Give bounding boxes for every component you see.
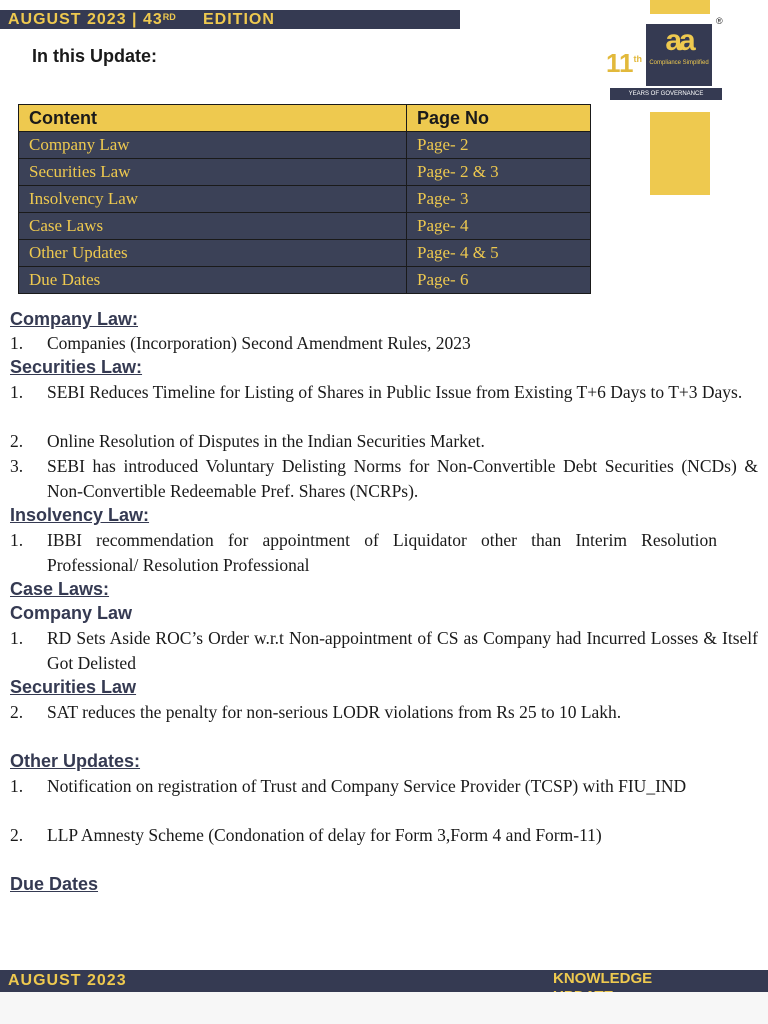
row-content: Insolvency Law — [19, 186, 407, 213]
item-text: Notification on registration of Trust and Company Service Provider (TCSP) with FIU_IND — [47, 776, 687, 796]
list-item — [10, 429, 758, 454]
item-number: 2. — [10, 431, 24, 451]
heading-due-dates: Due Dates — [10, 874, 99, 894]
logo-aa-text: aa — [665, 24, 693, 57]
logo-mark — [646, 24, 712, 86]
list-item — [10, 528, 758, 577]
item-number: 1. — [10, 628, 24, 648]
item-text: Online Resolution of Disputes in the Indian Securities Market. — [47, 431, 485, 451]
row-page: Page- 2 — [407, 132, 591, 159]
item-number: 1. — [10, 776, 24, 796]
footer-bar — [0, 970, 768, 992]
row-content: Case Laws — [19, 213, 407, 240]
logo-years-number: 11th — [606, 48, 642, 78]
edition-banner — [0, 10, 460, 29]
list-item — [10, 626, 758, 675]
row-content: Other Updates — [19, 240, 407, 267]
item-text: LLP Amnesty Scheme (Condonation of delay for Form 3,Form 4 and Form-11) — [47, 825, 602, 845]
list-item — [10, 380, 758, 405]
contents-table-header — [19, 105, 591, 132]
row-page: Page- 2 & 3 — [407, 159, 591, 186]
item-text: SAT reduces the penalty for non-serious LODR violations from Rs 25 to 10 Lakh. — [47, 702, 622, 722]
item-number: 1. — [10, 333, 24, 353]
footer-label: KNOWLEDGE — [553, 970, 653, 987]
row-page: Page- 4 & 5 — [407, 240, 591, 267]
list-item — [10, 331, 758, 356]
list-item — [10, 700, 758, 725]
table-row — [19, 186, 591, 213]
item-text: Companies (Incorporation) Second Amendment Rules, 2023 — [47, 333, 471, 353]
registered-mark: ® — [716, 16, 723, 26]
list-item — [10, 454, 758, 503]
contents-table — [18, 104, 591, 294]
row-content: Company Law — [19, 132, 407, 159]
edition-date: AUGUST 2023 | 43 — [8, 11, 163, 28]
subheading-securities-law: Securities Law — [10, 677, 137, 697]
logo-tagline: Compliance Simplified — [649, 60, 709, 66]
column-page-no: Page No — [407, 105, 591, 132]
row-page: Page- 4 — [407, 213, 591, 240]
item-number: 1. — [10, 382, 24, 402]
item-text: RD Sets Aside ROC’s Order w.r.t Non-appointment of CS as Company had Incurred Losses & Itself Got Delisted — [47, 628, 758, 673]
column-content: Content — [19, 105, 407, 132]
table-row — [19, 132, 591, 159]
item-number: 1. — [10, 530, 24, 550]
item-number: 2. — [10, 702, 24, 722]
row-content: Securities Law — [19, 159, 407, 186]
table-row — [19, 159, 591, 186]
heading-company-law: Company Law: — [10, 309, 139, 329]
footer-date: AUGUST 2023 — [8, 972, 127, 989]
table-row — [19, 213, 591, 240]
item-text: IBBI recommendation for appointment of Liquidator other than Interim Resolution Professional/ Resolution Professional — [47, 530, 717, 575]
item-number: 2. — [10, 825, 24, 845]
item-number: 3. — [10, 456, 24, 476]
heading-insolvency-law: Insolvency Law: — [10, 505, 150, 525]
subheading-company-law: Company Law — [10, 603, 133, 623]
company-logo — [598, 14, 728, 112]
item-text: SEBI Reduces Timeline for Listing of Shares in Public Issue from Existing T+6 Days to T+3 Days. — [47, 382, 743, 402]
list-item — [10, 823, 758, 848]
row-page: Page- 3 — [407, 186, 591, 213]
heading-securities-law: Securities Law: — [10, 357, 143, 377]
intro-heading: In this Update: — [32, 46, 157, 66]
edition-ordinal: RD — [162, 12, 176, 22]
table-row — [19, 240, 591, 267]
heading-other-updates: Other Updates: — [10, 751, 141, 771]
edition-label: EDITION — [203, 11, 275, 28]
item-text: SEBI has introduced Voluntary Delisting Norms for Non-Convertible Debt Securities (NCDs) & Non-Convertible Redeemable Pref. Shares (NCRPs). — [47, 456, 758, 501]
row-content: Due Dates — [19, 267, 407, 294]
table-row — [19, 267, 591, 294]
row-page: Page- 6 — [407, 267, 591, 294]
logo-years-banner: YEARS OF GOVERNANCE — [610, 88, 722, 100]
list-item — [10, 774, 758, 799]
heading-case-laws: Case Laws: — [10, 579, 110, 599]
footer-strip — [0, 992, 768, 1024]
